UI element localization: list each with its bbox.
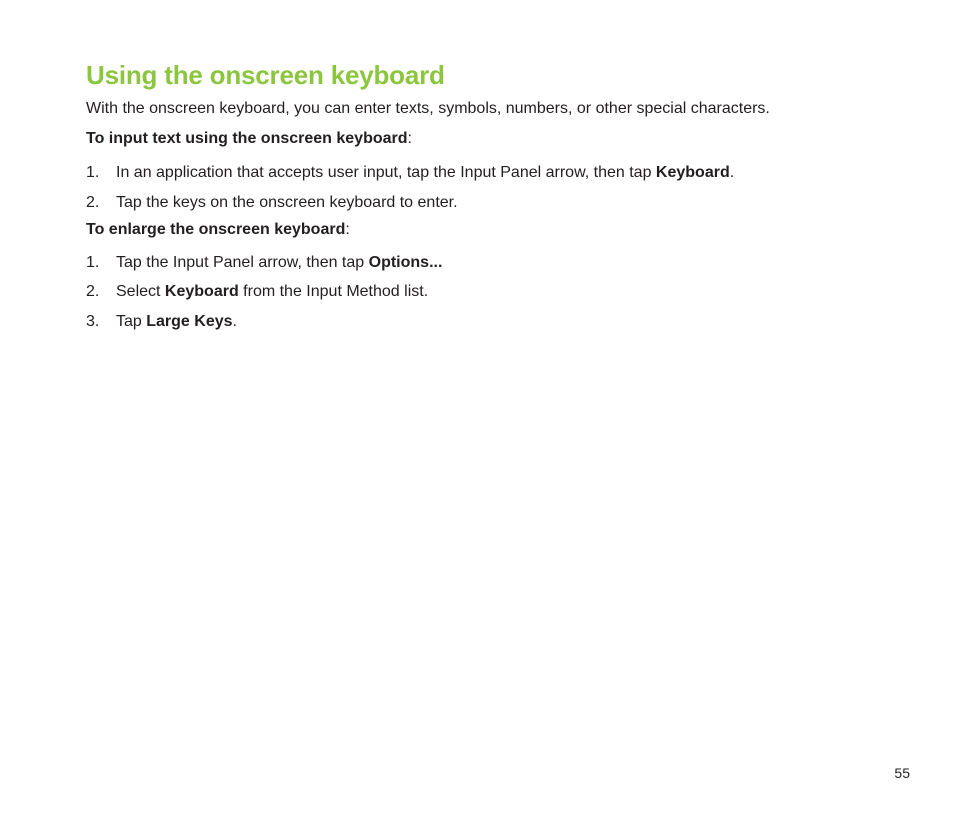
section-heading-text: To input text using the onscreen keyboard	[86, 130, 408, 147]
step-bold-text: Options...	[368, 254, 443, 271]
list-item	[86, 254, 442, 272]
section-heading-input-text	[86, 130, 412, 148]
page-number: 55	[894, 765, 910, 781]
section-heading-text: To enlarge the onscreen keyboard	[86, 221, 346, 238]
list-item	[86, 313, 237, 331]
step-bold-text: Large Keys	[146, 313, 233, 330]
page-title: Using the onscreen keyboard	[86, 60, 445, 90]
step-text: Tap the Input Panel arrow, then tap	[116, 254, 369, 271]
section-heading-colon: :	[345, 221, 350, 238]
step-bold-text: Keyboard	[655, 164, 730, 181]
step-text: Tap	[116, 313, 147, 330]
step-number: 2.	[86, 283, 100, 300]
intro-paragraph: With the onscreen keyboard, you can enter texts, symbols, numbers, or other special characters.	[86, 100, 770, 117]
step-number: 1.	[86, 254, 100, 271]
section-heading-colon: :	[407, 130, 412, 147]
step-text-end: .	[232, 313, 237, 330]
step-text-end: .	[729, 164, 735, 181]
list-item	[86, 283, 428, 301]
step-text: In an application that accepts user input, tap the Input Panel arrow, then tap	[116, 164, 656, 181]
step-bold-text: Keyboard	[164, 283, 239, 300]
list-item	[86, 194, 458, 212]
section-heading-enlarge	[86, 221, 350, 239]
step-number: 3.	[86, 313, 100, 330]
step-number: 2.	[86, 194, 100, 211]
step-number: 1.	[86, 164, 100, 181]
list-item	[86, 164, 734, 182]
step-text: Tap the keys on the onscreen keyboard to enter.	[116, 194, 458, 211]
step-text: Select	[116, 283, 165, 300]
step-text-end: from the Input Method list.	[238, 283, 429, 300]
